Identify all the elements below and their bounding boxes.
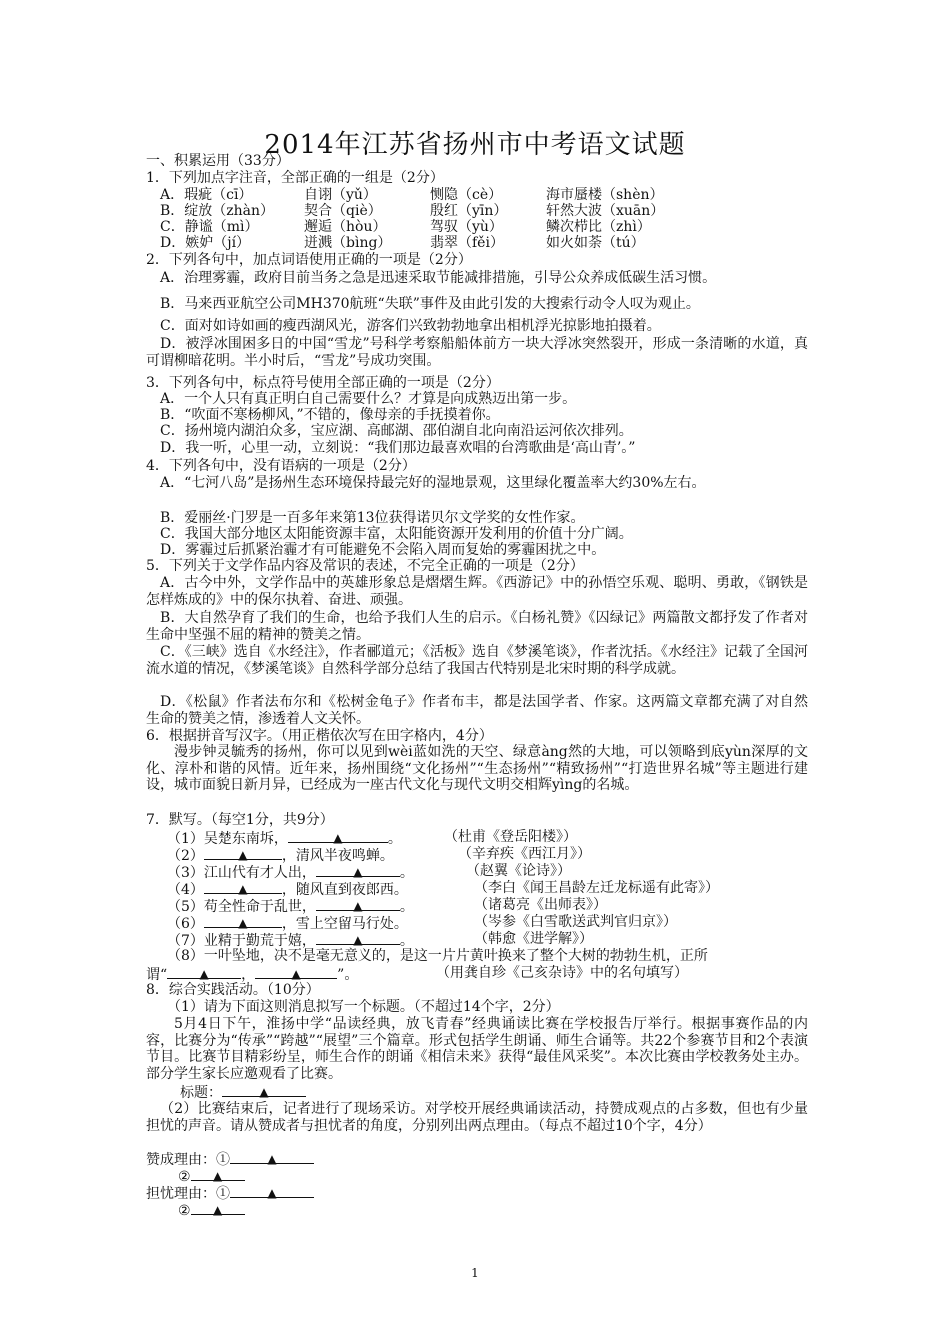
line-text: （4） [167, 882, 204, 898]
question-2-stem: 2．下列各句中，加点词语使用正确的一项是（2分） [146, 252, 472, 268]
dictation-line-4 [167, 880, 408, 898]
option-a: A．“七河八岛”是扬州生态环境保持最完好的湿地景观，这里绿化覆盖率大约30%左右。 [160, 475, 706, 491]
source-citation: （辛弃疾《西江月》） [458, 846, 591, 862]
option-cell: 邂逅（hòu） [304, 219, 387, 235]
worry-reason-2 [178, 1201, 245, 1219]
source-citation: （岑参《白雪歌送武判官归京》） [474, 914, 677, 930]
dictation-line-7 [167, 931, 414, 949]
line-text: 。 [399, 899, 414, 915]
agree-reason-1 [146, 1150, 314, 1168]
answer-blank[interactable] [316, 931, 400, 945]
source-citation: （韩愈《进学解》） [474, 931, 593, 947]
option-a: A．治理雾霾，政府目前当务之急是迅速采取节能减排措施，引导公众养成低碳生活习惯。 [160, 270, 717, 286]
answer-blank[interactable] [167, 965, 241, 979]
worry-reason-1 [146, 1184, 314, 1202]
option-c: C．《三峡》选自《水经注》，作者郦道元；《活板》选自《梦溪笔谈》，作者沈括。《水经注》记载了全国河流水道的情况，《梦溪笔谈》自然科学部分总结了我国古代特别是北宋时期的科学成就。 [146, 644, 808, 677]
question-5-stem: 5．下列关于文学作品内容及常识的表述，不完全正确的一项是（2分） [146, 558, 584, 574]
option-cell: 翡翠（fěi） [430, 235, 504, 251]
pinyin-passage: 漫步钟灵毓秀的扬州，你可以见到wèi蓝如洗的天空、绿意àng然的大地，可以领略到底yùn深厚的文化、淳朴和谐的风情。近年来，扬州围绕“文化扬州”“生态扬州”“精致扬州”“打造世界名城”等主题进行建设，城市面貌日新月异，已经成为一座古代文化与现代文明交相辉yìng的名城。 [146, 744, 808, 793]
agree-reason-2 [178, 1167, 245, 1185]
answer-blank[interactable] [316, 897, 400, 911]
source-citation: （李白《闻王昌龄左迁龙标遥有此寄》） [474, 880, 719, 896]
option-a: A．古今中外，文学作品中的英雄形象总是熠熠生辉。《西游记》中的孙悟空乐观、聪明、勇敢，《钢铁是怎样炼成的》中的保尔执着、奋进、顽强。 [146, 575, 808, 608]
option-b: B．马来西亚航空公司MH370航班“失联”事件及由此引发的大搜索行动令人叹为观止。 [160, 296, 700, 312]
source-citation: （用龚自珍《己亥杂诗》中的名句填写） [436, 965, 688, 981]
dictation-line-3 [167, 863, 414, 881]
option-cell: 恻隐（cè） [430, 187, 503, 203]
dictation-line-6 [167, 914, 408, 932]
option-c: C．我国大部分地区太阳能资源丰富，太阳能资源开发利用的价值十分广阔。 [160, 526, 633, 542]
option-cell: 轩然大波（xuān） [546, 203, 665, 219]
option-cell: 契合（qiè） [304, 203, 382, 219]
dictation-line-5 [167, 897, 414, 915]
sub-question-1: （1）请为下面这则消息拟写一个标题。（不超过14个字，2分） [167, 999, 560, 1015]
answer-blank[interactable] [255, 965, 337, 979]
option-c: C．扬州境内湖泊众多，宝应湖、高邮湖、邵伯湖自北向南沿运河依次排列。 [160, 423, 633, 439]
option-cell: A．瑕疵（cī） [160, 187, 253, 203]
option-d: D．我一听，心里一动，立刻说：“我们那边最喜欢唱的台湾歌曲是‘高山青’。” [160, 440, 636, 456]
line-text: 。 [387, 831, 402, 847]
answer-blank[interactable] [204, 846, 282, 860]
option-cell: 自诩（yǔ） [304, 187, 377, 203]
line-text: （6） [167, 916, 204, 932]
line-text: ，雪上空留马行处。 [281, 916, 408, 932]
line-text: ，随风直到夜郎西。 [281, 882, 408, 898]
source-citation: （诸葛亮《出师表》） [474, 897, 607, 913]
option-b: B．大自然孕育了我们的生命，也给予我们人生的启示。《白杨礼赞》《囚绿记》两篇散文都抒发了作者对生命中坚强不屈的精神的赞美之情。 [146, 610, 808, 643]
option-d: D．雾霾过后抓紧治霾才有可能避免不会陷入周而复始的雾霾困扰之中。 [160, 542, 606, 558]
sub-question-2: （2）比赛结束后，记者进行了现场采访。对学校开展经典诵读活动，持赞成观点的占多数，但也有少量担忧的声音。请从赞成者与担忧者的角度，分别列出两点理由。（每点不超过10个字，4分） [146, 1101, 808, 1134]
option-b: B．“吹面不寒杨柳风，”不错的，像母亲的手抚摸着你。 [160, 407, 500, 423]
answer-blank[interactable] [230, 1184, 314, 1198]
option-a: A．一个人只有真正明白自己需要什么？才算是向成熟迈出第一步。 [160, 391, 577, 407]
answer-blank[interactable] [191, 1167, 245, 1181]
line-text: （3）江山代有才人出， [167, 865, 316, 881]
question-4-stem: 4．下列各句中，没有语病的一项是（2分） [146, 458, 416, 474]
option-c: C．面对如诗如画的瘦西湖风光，游客们兴致勃勃地拿出相机浮光掠影地拍摄着。 [160, 318, 661, 334]
line-text: （7）业精于勤荒于嬉， [167, 933, 316, 949]
answer-blank[interactable] [204, 880, 282, 894]
dictation-line-1 [167, 829, 402, 847]
question-1-stem: 1．下列加点字注音，全部正确的一组是（2分） [146, 170, 444, 186]
option-cell: D．嫉妒（jí） [160, 235, 251, 251]
option-cell: C．静谧（mì） [160, 219, 259, 235]
answer-blank[interactable] [316, 863, 400, 877]
question-8-stem: 8．综合实践活动。（10分） [146, 982, 320, 998]
question-6-stem: 6．根据拼音写汉字。（用正楷依次写在田字格内，4分） [146, 728, 493, 744]
answer-blank[interactable] [222, 1083, 306, 1097]
dictation-line-2 [167, 846, 394, 864]
source-citation: （杜甫《登岳阳楼》） [444, 829, 577, 845]
answer-blank[interactable] [204, 914, 282, 928]
section-heading: 一、积累运用（33分） [146, 153, 290, 169]
question-3-stem: 3．下列各句中，标点符号使用全部正确的一项是（2分） [146, 375, 500, 391]
label: ② [178, 1203, 191, 1219]
news-passage: 5月4日下午，淮扬中学“品读经典，放飞青春”经典诵读比赛在学校报告厅举行。根据事赛作品的内容，比赛分为“传承”“跨越”“展望”三个篇章。形式包括学生朗诵、师生合诵等。共22个参赛节目和2个表演节目。比赛节目精彩纷呈，师生合作的朗诵《相信未来》获得“最佳风采奖”。本次比赛由学校教务处主办。部分学生家长应邀观看了比赛。 [146, 1016, 808, 1082]
dictation-line-8-cont [146, 965, 358, 983]
answer-blank[interactable] [230, 1150, 314, 1164]
option-cell: B．绽放（zhàn） [160, 203, 275, 219]
line-text: ”。 [337, 967, 359, 983]
question-7-stem: 7．默写。（每空1分，共9分） [146, 812, 334, 828]
label: ② [178, 1169, 191, 1185]
title-answer-line [180, 1083, 306, 1101]
line-text: （5）苟全性命于乱世， [167, 899, 316, 915]
page-title: 2014年江苏省扬州市中考语文试题 [264, 130, 686, 160]
line-text: 。 [399, 865, 414, 881]
line-text: ，清风半夜鸣蝉。 [281, 848, 394, 864]
line-text: 。 [399, 933, 414, 949]
option-cell: 迸溅（bìng） [304, 235, 392, 251]
option-cell: 鳞次栉比（zhì） [546, 219, 651, 235]
line-text: 谓“ [146, 967, 168, 983]
option-d: D．《松鼠》作者法布尔和《松树金龟子》作者布丰，都是法国学者、作家。这两篇文章都充满了对自然生命的赞美之情，渗透着人文关怀。 [146, 694, 808, 727]
label: 担忧理由：① [146, 1186, 230, 1202]
label: 标题： [180, 1085, 222, 1101]
option-cell: 殷红（yīn） [430, 203, 508, 219]
option-b: B．爱丽丝·门罗是一百多年来第13位获得诺贝尔文学奖的女性作家。 [160, 510, 585, 526]
option-cell: 海市蜃楼（shèn） [546, 187, 664, 203]
dictation-line-8: （8）一叶坠地，决不是毫无意义的，是这一片片黄叶换来了整个大树的勃勃生机，正所 [167, 948, 708, 964]
answer-blank[interactable] [288, 829, 388, 843]
line-text: ， [241, 967, 256, 983]
option-cell: 驾驭（yù） [430, 219, 503, 235]
option-d: D．被浮冰围困多日的中国“雪龙”号科学考察船船体前方一块大浮冰突然裂开，形成一条清晰的水道，真可谓柳暗花明。半小时后，“雪龙”号成功突围。 [146, 336, 808, 369]
source-citation: （赵翼《论诗》） [466, 863, 571, 879]
line-text: （2） [167, 848, 204, 864]
line-text: （1）吴楚东南坼， [167, 831, 288, 847]
page-number: 1 [471, 1266, 479, 1280]
label: 赞成理由：① [146, 1152, 230, 1168]
answer-blank[interactable] [191, 1201, 245, 1215]
option-cell: 如火如荼（tú） [546, 235, 645, 251]
